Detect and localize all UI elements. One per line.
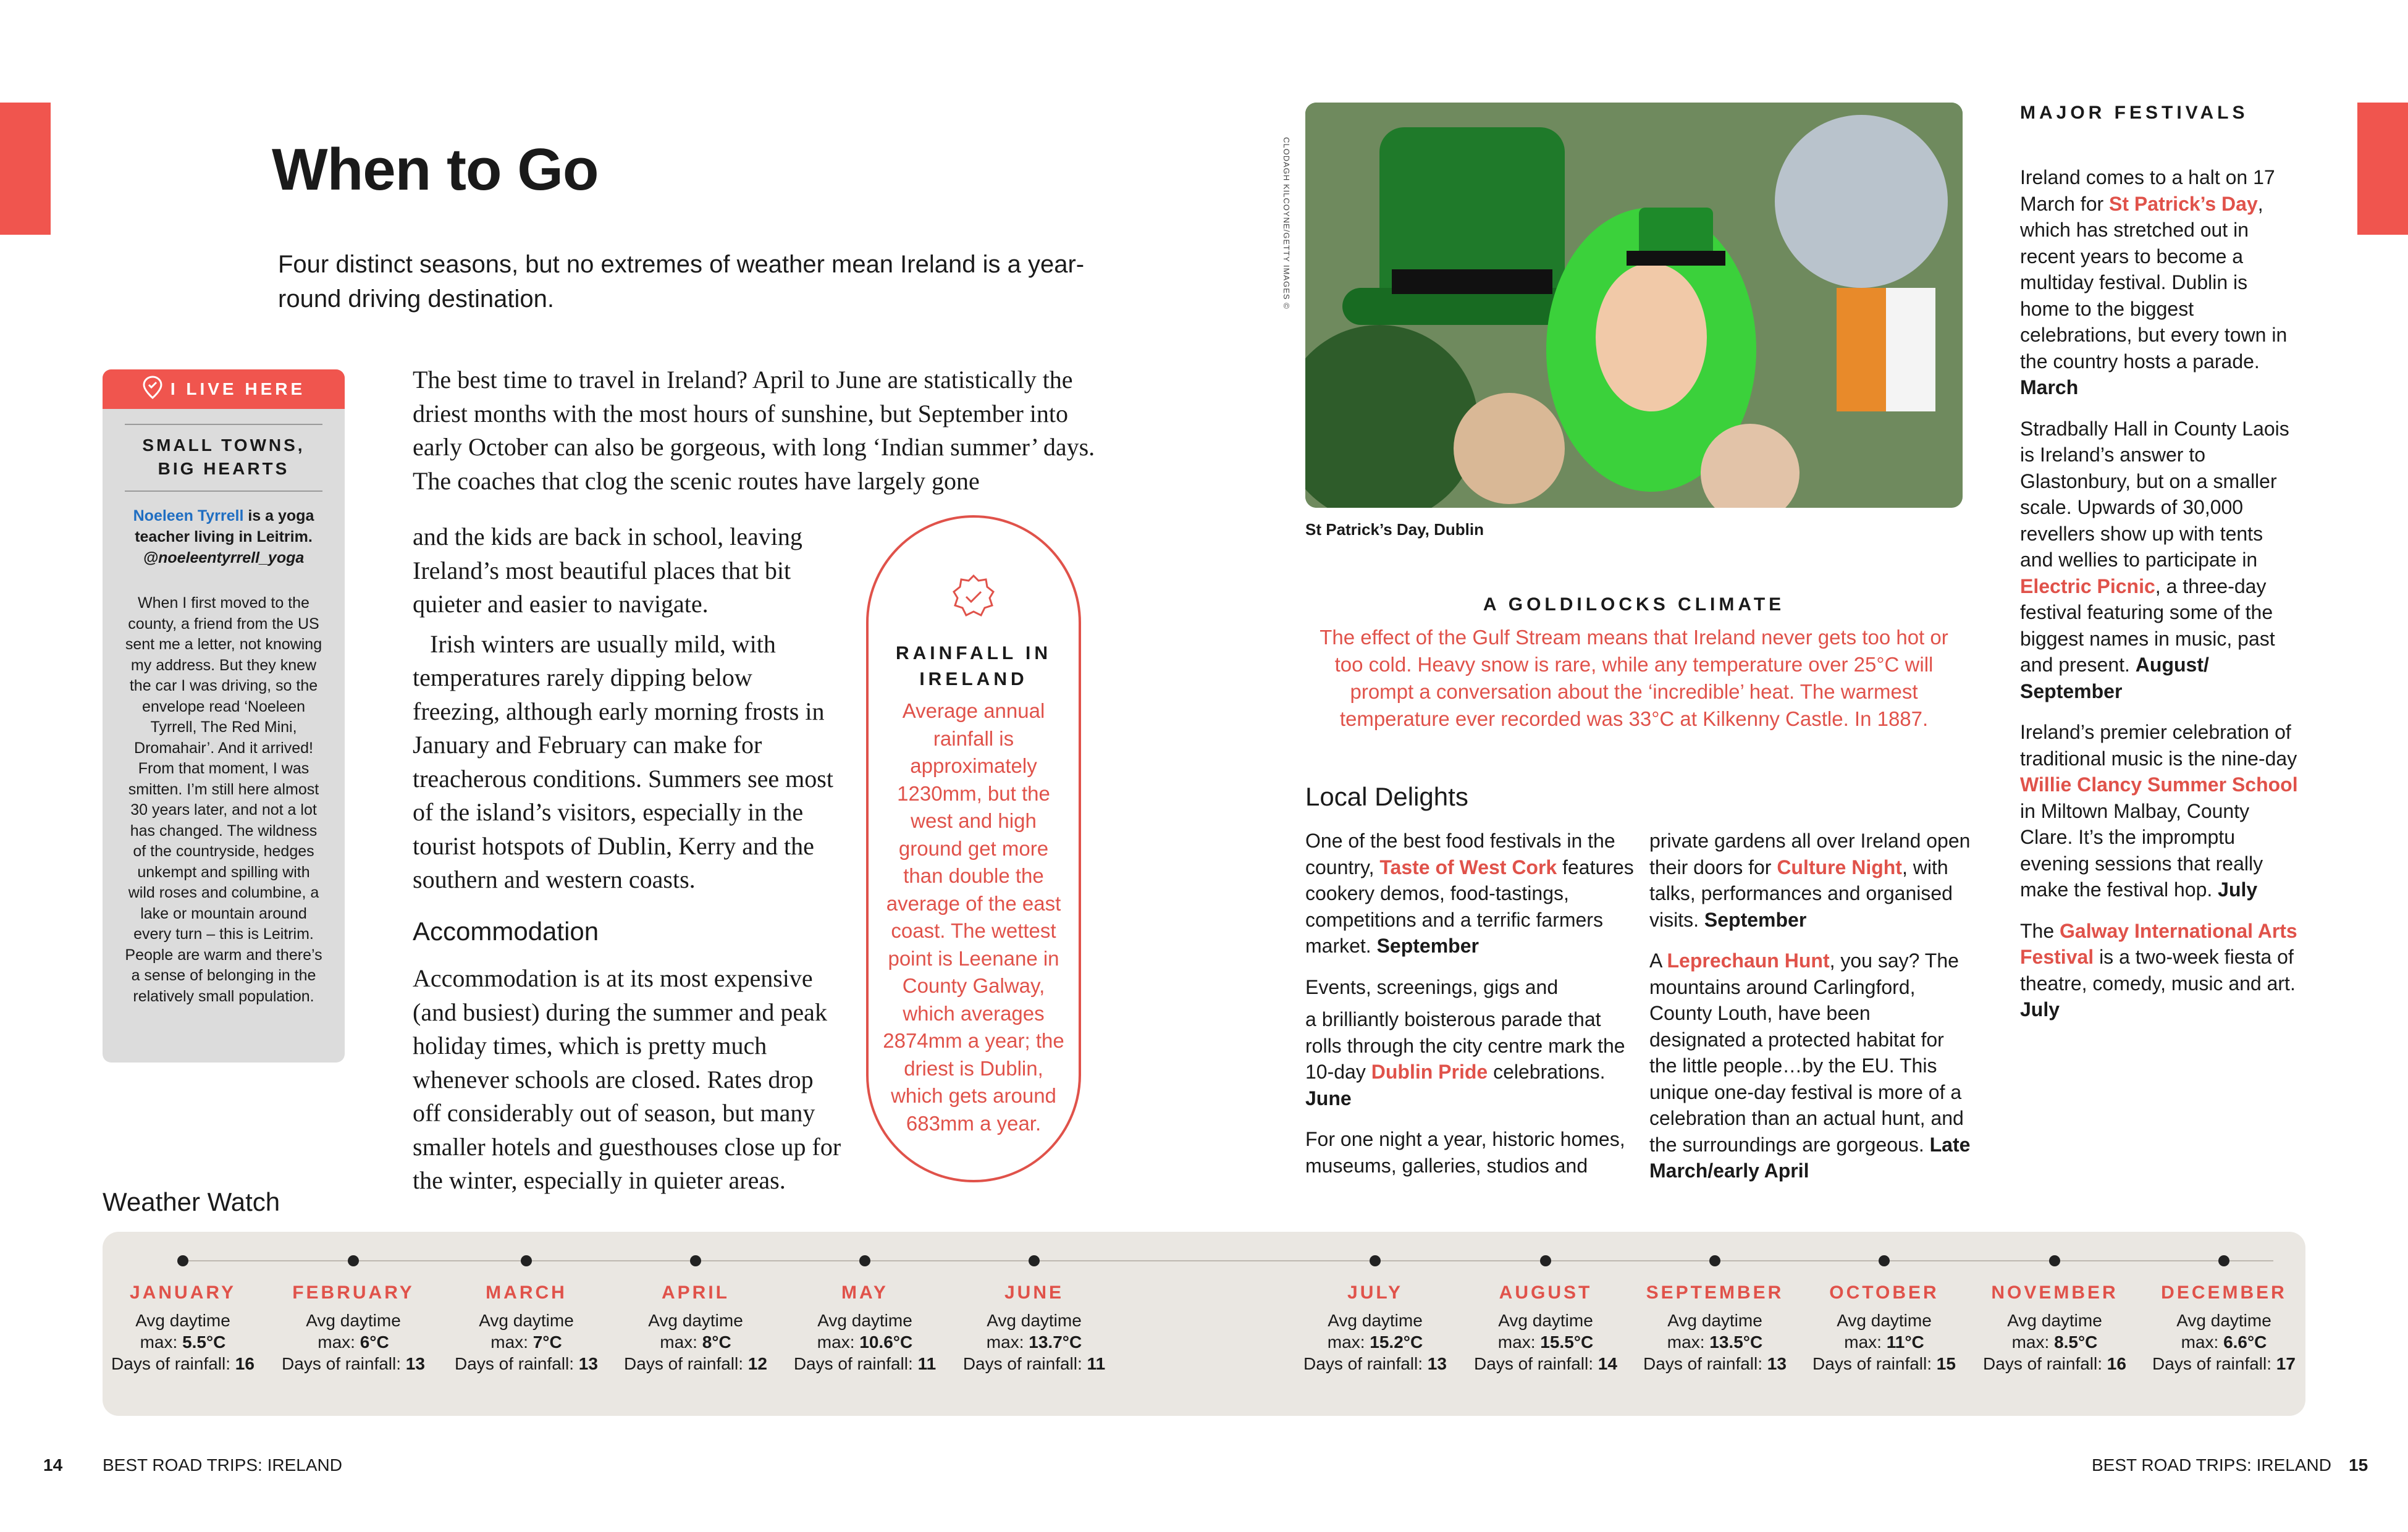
max-line [273,1331,434,1353]
rainfall-text: Average annual rainfall is approximately 1230mm, but the west and high ground get more than double the average of the east coast. The wettest point is Leenane in County Galway, which averages 2874mm a year; the driest is Dublin, which gets around 683mm a year. [883,699,1064,1135]
sidebar-header [103,369,345,409]
text-span: private gardens all over Ireland open their doors for [1649,830,1971,878]
max-label: max: [986,1332,1029,1352]
main-paragraph-2: Irish winters are usually mild, with temperatures rarely dipping below freezing, although early morning frosts in January and February can make for treacherous conditions. Summers see most of the island’s visitors, especially in the tourist hotspots of Dublin, Kerry and the southern and western coasts. [413,629,833,893]
max-temp: 6.6°C [2223,1332,2267,1352]
max-label: max: [1497,1332,1541,1352]
rain-label: Days of rainfall: [1643,1354,1767,1373]
max-line [1635,1331,1795,1353]
timeline-dot [1370,1255,1381,1266]
avg-label: Avg daytime [1837,1311,1932,1330]
weather-month-january [103,1255,263,1374]
weather-month-september [1635,1255,1795,1374]
weather-month-march [446,1255,607,1374]
rainfall-callout [866,515,1081,1182]
text-span: celebrations. [1488,1061,1606,1083]
text-span: is a two-week fiesta of theatre, comedy, music and art. [2020,946,2296,995]
rain-label: Days of rainfall: [2152,1354,2276,1373]
avg-label: Avg daytime [817,1311,912,1330]
photo-credit: CLODAGH KILCOYNE/GETTY IMAGES © [1282,137,1291,309]
photo-illustration [1305,103,1963,508]
electric-picnic-item [2020,416,2298,705]
avg-label: Avg daytime [135,1311,230,1330]
avg-label: Avg daytime [1667,1311,1762,1330]
text-span: Stradbally Hall in County Laois is Ireland’s answer to Glastonbury, but on a smaller scale. Upwards of 30,000 revellers show up with tents and wellies to participate in [2020,417,2289,571]
text-span: , which has stretched out in recent years to become a multiday festival. Dublin is home to the biggest celebrations, but every town in the country hosts a parade. [2020,192,2288,372]
max-line [954,1331,1114,1353]
month-info [446,1310,607,1374]
month-name: SEPTEMBER [1646,1282,1784,1303]
max-temp: 11°C [1886,1332,1924,1352]
major-festivals-heading: MAJOR FESTIVALS [2020,103,2249,123]
main-paragraph-1b-2 [413,520,833,897]
rain-label: Days of rainfall: [1474,1354,1598,1373]
rainfall-title-line2: IRELAND [919,669,1028,689]
major-festivals-list [2020,164,2298,1038]
timeline-dot [1540,1255,1551,1266]
month-name: AUGUST [1499,1282,1593,1303]
max-temp: 5.5°C [182,1332,226,1352]
weather-month-august [1465,1255,1626,1374]
rain-line [615,1353,776,1374]
month-name: OCTOBER [1829,1282,1939,1303]
rain-line [273,1353,434,1374]
rain-line [103,1353,263,1374]
rain-label: Days of rainfall: [1983,1354,2107,1373]
text-span: One of the best food festivals in the country, [1305,830,1615,878]
avg-label: Avg daytime [306,1311,401,1330]
month-info [1635,1310,1795,1374]
weather-month-february [273,1255,434,1374]
festival-month: July [2020,998,2060,1021]
timeline-dot [1879,1255,1890,1266]
sidebar-subtitle-line2: BIG HEARTS [158,459,290,478]
timeline-dot [2049,1255,2060,1266]
rain-days: 11 [917,1354,937,1373]
goldilocks-text: The effect of the Gulf Stream means that Ireland never gets too hot or too cold. Heavy snow is rare, while any temperature over 25°C will prompt a conversation about the ‘incredible’ heat. The warmest temperature ever recorded was 33°C at Kilkenny Castle. In 1887. [1320,626,1948,730]
max-temp: 13.5°C [1709,1332,1763,1352]
weather-month-may [785,1255,945,1374]
right-page-number: 15 [2349,1455,2368,1475]
text-span: Ireland comes to a halt on 17 March for [2020,166,2275,215]
weather-watch-heading: Weather Watch [103,1187,280,1216]
max-label: max: [1844,1332,1887,1352]
rain-label: Days of rainfall: [282,1354,406,1373]
timeline-dot [2218,1255,2229,1266]
max-temp: 8°C [702,1332,731,1352]
avg-label: Avg daytime [648,1311,743,1330]
max-label: max: [660,1332,702,1352]
rain-days: 16 [2107,1354,2126,1373]
sidebar-header-label: I LIVE HERE [170,379,306,398]
taste-of-west-cork-item [1305,828,1639,959]
rain-days: 17 [2276,1354,2296,1373]
max-label: max: [140,1332,183,1352]
location-pin-icon [142,376,163,403]
weather-month-november [1974,1255,2135,1374]
max-temp: 6°C [360,1332,389,1352]
timeline-dot [177,1255,188,1266]
st-patricks-item [2020,164,2298,401]
rain-label: Days of rainfall: [1812,1354,1937,1373]
month-info [1974,1310,2135,1374]
rain-days: 13 [1427,1354,1447,1373]
weather-month-july [1295,1255,1455,1374]
rain-days: 13 [578,1354,598,1373]
right-running-title: BEST ROAD TRIPS: IRELAND [2092,1455,2331,1475]
max-temp: 7°C [533,1332,562,1352]
timeline-dot [1029,1255,1040,1266]
month-name: FEBRUARY [292,1282,415,1303]
rain-label: Days of rainfall: [793,1354,918,1373]
festival-month: July [2218,878,2258,901]
max-label: max: [817,1332,860,1352]
rain-days: 14 [1598,1354,1617,1373]
month-info [273,1310,434,1374]
weather-month-april [615,1255,776,1374]
goldilocks-title: A GOLDILOCKS CLIMATE [1483,594,1785,615]
sidebar-subtitle-line1: SMALL TOWNS, [142,436,305,455]
max-line [615,1331,776,1353]
local-delights-heading: Local Delights [1305,782,1468,811]
rain-line [785,1353,945,1374]
timeline-dot [690,1255,701,1266]
month-info [1465,1310,1626,1374]
festival-name: Electric Picnic [2020,574,2155,597]
month-name: NOVEMBER [1991,1282,2118,1303]
rain-line [954,1353,1114,1374]
max-temp: 8.5°C [2054,1332,2098,1352]
rain-line [2144,1353,2304,1374]
max-temp: 15.5°C [1540,1332,1594,1352]
month-name: MAY [841,1282,888,1303]
festival-name: Taste of West Cork [1379,856,1557,878]
rain-days: 15 [1936,1354,1956,1373]
festival-name: Dublin Pride [1371,1061,1488,1083]
rain-days: 13 [405,1354,425,1373]
month-info [1804,1310,1964,1374]
max-label: max: [490,1332,533,1352]
rain-line [1804,1353,1964,1374]
contributor-handle: @noeleentyrrell_yoga [143,549,305,566]
festival-month: September [1376,935,1479,957]
month-info [785,1310,945,1374]
avg-label: Avg daytime [2176,1311,2271,1330]
galway-arts-item [2020,918,2298,1023]
text-span: a brilliantly boisterous parade that rolls through the city centre mark the 10-day [1305,1008,1625,1083]
festival-name: Culture Night [1777,856,1902,878]
text-span: A [1649,949,1667,972]
badge-check-icon [882,572,1065,625]
festival-month: August/ September [2020,654,2209,702]
festival-name: Willie Clancy Summer School [2020,773,2298,796]
festival-name: Leprechaun Hunt [1667,949,1830,972]
main-paragraph-1b: and the kids are back in school, leaving Ireland’s most beautiful places that bit quieter and easier to navigate. [413,523,802,618]
max-line [2144,1331,2304,1353]
main-paragraph-1: The best time to travel in Ireland? April to June are statistically the driest months with the most hours of sunshine, but September into early October can also be gorgeous, with long ‘Indian summer’ days. The coaches that clog the scenic routes have largely gone [413,366,1095,495]
month-info [1295,1310,1455,1374]
max-line [1804,1331,1964,1353]
rain-label: Days of rainfall: [962,1354,1087,1373]
accommodation-heading: Accommodation [413,917,599,946]
month-info [103,1310,263,1374]
rain-label: Days of rainfall: [624,1354,748,1373]
text-span: The [2020,919,2060,942]
photo-caption: St Patrick’s Day, Dublin [1305,520,1484,539]
festival-month: March [2020,376,2079,398]
weather-month-june [954,1255,1114,1374]
sidebar-subtitle [125,424,322,492]
month-info [954,1310,1114,1374]
month-info [615,1310,776,1374]
text-span: , you say? The mountains around Carlingford, County Louth, have been designated a protected habitat for the little people…by the EU. This unique one-day festival is more of a celebration than an actual hunt, and the surroundings are gorgeous. [1649,949,1964,1156]
leprechaun-hunt-item [1649,948,1971,1184]
rain-label: Days of rainfall: [455,1354,579,1373]
max-line [1295,1331,1455,1353]
page-title: When to Go [272,137,599,203]
rain-line [1974,1353,2135,1374]
timeline-dot [1709,1255,1720,1266]
timeline-dot [348,1255,359,1266]
weather-month-december [2144,1255,2304,1374]
rainfall-title-line1: RAINFALL IN [895,643,1052,663]
timeline-dot [521,1255,532,1266]
month-name: JULY [1347,1282,1403,1303]
rain-days: 13 [1767,1354,1787,1373]
rain-days: 16 [235,1354,255,1373]
max-line [1465,1331,1626,1353]
dublin-pride-item [1305,1006,1639,1111]
max-label: max: [2011,1332,2055,1352]
max-line [1974,1331,2135,1353]
weather-month-october [1804,1255,1964,1374]
max-label: max: [1667,1332,1710,1352]
culture-night-intro: For one night a year, historic homes, museums, galleries, studios and [1305,1128,1625,1177]
rainfall-title [882,641,1065,692]
page-tab-right [2357,103,2408,235]
rain-line [1295,1353,1455,1374]
sidebar-bio [121,505,326,568]
contributor-bio: is a yoga teacher living in Leitrim. [135,507,314,545]
sidebar-body: When I first moved to the county, a friend from the US sent me a letter, not knowing my address. But they knew the car I was driving, so the envelope read ‘Noeleen Tyrrell, The Red Mini, Dromahair’. And it arrived! From that moment, I was smitten. I’m still here almost 30 years later, and not a lot has changed. The wildness of the countryside, hedges unkempt and spilling with wild roses and columbine, a lake or mountain around every turn – this is Leitrim. People are warm and there’s a sense of belonging in the relatively small population. [125,594,322,1005]
contributor-name: Noeleen Tyrrell [133,507,244,524]
max-temp: 10.6°C [859,1332,913,1352]
text-span: in Miltown Malbay, County Clare. It’s the impromptu evening sessions that really make the festival hop. [2020,799,2263,901]
month-name: DECEMBER [2161,1282,2287,1303]
max-line [785,1331,945,1353]
festival-month: September [1704,908,1807,931]
local-delights-col-1 [1305,828,1639,1193]
left-running-title: BEST ROAD TRIPS: IRELAND [103,1455,342,1475]
willie-clancy-item [2020,719,2298,903]
festival-name: Galway International Arts Festival [2020,919,2297,968]
rain-days: 11 [1087,1354,1106,1373]
avg-label: Avg daytime [987,1311,1082,1330]
timeline-dot [859,1255,870,1266]
avg-label: Avg daytime [1328,1311,1423,1330]
text-span: Ireland’s premier celebration of traditional music is the nine-day [2020,721,2297,770]
events-item: Events, screenings, gigs and [1305,975,1559,998]
avg-label: Avg daytime [2007,1311,2102,1330]
local-delights-col-2 [1649,828,1971,1199]
page-tab-left [0,103,51,235]
rain-label: Days of rainfall: [1303,1354,1428,1373]
rain-line [1635,1353,1795,1374]
culture-night-item [1649,828,1971,933]
text-span: , with talks, performances and organised visits. [1649,856,1953,931]
left-page-number: 14 [43,1455,63,1475]
rain-days: 12 [747,1354,767,1373]
month-name: APRIL [662,1282,730,1303]
avg-label: Avg daytime [479,1311,574,1330]
max-label: max: [1327,1332,1370,1352]
page-intro: Four distinct seasons, but no extremes of weather mean Ireland is a year-round driving destination. [278,251,1085,313]
text-span: features cookery demos, food-tastings, competitions and a terrific farmers market. [1305,856,1634,957]
accommodation-paragraph: Accommodation is at its most expensive (and busiest) during the summer and peak holiday times, which is pretty much whenever schools are closed. Rates drop off considerably out of season, but many smaller hotels and guesthouses close up for the winter, especially in quieter areas. [413,964,841,1194]
month-name: JUNE [1004,1282,1064,1303]
max-label: max: [318,1332,360,1352]
max-temp: 13.7°C [1029,1332,1082,1352]
month-name: JANUARY [130,1282,236,1303]
max-label: max: [2181,1332,2224,1352]
max-temp: 15.2°C [1370,1332,1423,1352]
rain-line [1465,1353,1626,1374]
avg-label: Avg daytime [1498,1311,1593,1330]
festival-name: St Patrick’s Day [2109,192,2258,215]
festival-month: June [1305,1087,1352,1109]
i-live-here-sidebar [103,369,345,1063]
max-line [103,1331,263,1353]
month-name: MARCH [486,1282,567,1303]
st-patricks-day-photo [1305,103,1963,508]
max-line [446,1331,607,1353]
rain-line [446,1353,607,1374]
text-span: , a three-day festival featuring some of the biggest names in music, past and present. [2020,574,2275,676]
rain-label: Days of rainfall: [111,1354,235,1373]
festival-month: Late March/early April [1649,1133,1971,1182]
month-info [2144,1310,2304,1374]
